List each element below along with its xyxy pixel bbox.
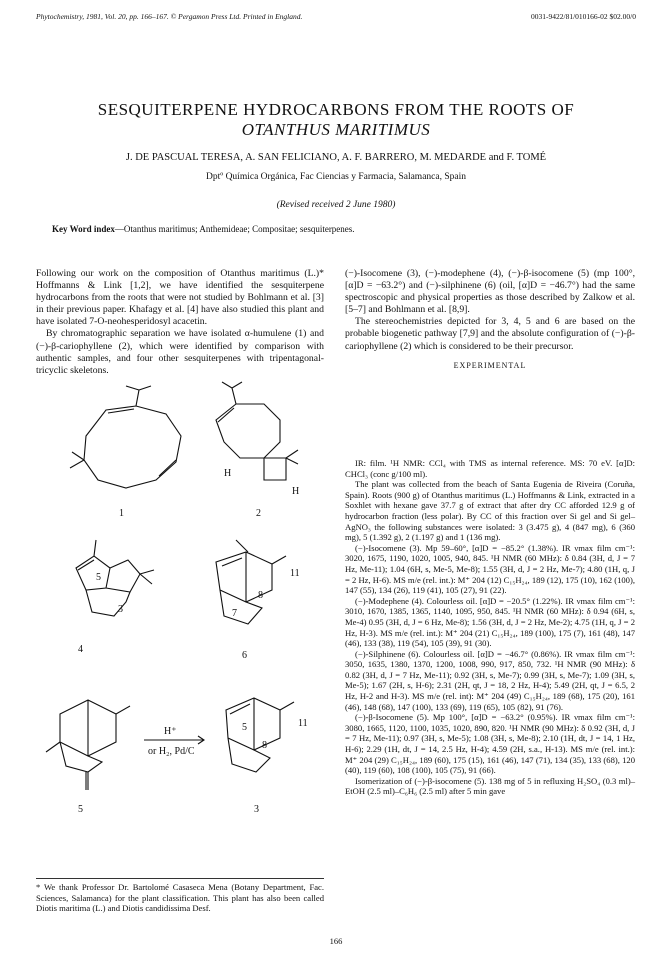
right-column-text xyxy=(345,268,635,378)
journal-citation: Phytochemistry, 1981, Vol. 20, pp. 166–167. © Pergamon Press Ltd. Printed in England. xyxy=(36,12,303,21)
compound-label-3: 3 xyxy=(254,804,259,815)
structure-3 xyxy=(226,698,294,772)
paragraph: Following our work on the composition of Otanthus maritimus (L.)* Hoffmanns & Link [1,2], we have identified the sesquiterpene hydrocarbons from the roots that were not studied by Bohlmann et al. [3] in their previous paper. Khafagy et al. [4] have also studied this plant and have isolated 7-O-neohesperidosyl acacetin. xyxy=(36,268,324,328)
exp-paragraph: (−)-Modephene (4). Colourless oil. [α]D = −20.5° (1.22%). IR νmax film cm⁻¹: 3010, 1670, 1385, 1365, 1140, 1095, 950, 845. ¹H NMR (60 MHz): δ 0.94 (6H, s, Me-4) 0.95 (3H, d, J = 6 Hz, Me-8); 1.56 (3H, d, J = 2 Hz, Me-2); 4.75 (1H, q, J = 2 Hz, H-3). MS m/e (rel. int.): M⁺ 204 (21) C₁₅H₂₄, 189 (100), 175 (7), 161 (48), 147 (46), 133 (38), 119 (54), 105 (39), 91 (30). xyxy=(345,595,635,649)
structure-5 xyxy=(46,700,130,790)
keywords xyxy=(52,224,355,234)
reaction-arrow xyxy=(144,736,204,744)
compound-label-2: 2 xyxy=(256,508,261,519)
exp-paragraph: Isomerization of (−)-β-isocomene (5). 138 mg of 5 in refluxing H₂SO₄ (0.3 ml)–EtOH (2.5 ml)–C₆H₆ (2.5 ml) after 5 min gave xyxy=(345,775,635,797)
structure-2 xyxy=(216,382,298,480)
label-8-bottom: 8 xyxy=(262,740,267,751)
compound-label-1: 1 xyxy=(119,508,124,519)
label-5-left: 5 xyxy=(96,572,101,583)
compound-label-5: 5 xyxy=(78,804,83,815)
label-5-bottom: 5 xyxy=(242,722,247,733)
structure-4 xyxy=(76,540,154,616)
left-column-text xyxy=(36,268,324,377)
article-title xyxy=(0,100,672,140)
label-3-left: 3 xyxy=(118,604,123,615)
received-date: (Revised received 2 June 1980) xyxy=(276,200,396,210)
keywords-text: —Otanthus maritimus; Anthemideae; Compositae; sesquiterpenes. xyxy=(114,224,355,234)
exp-paragraph: IR: film. ¹H NMR: CCl₄ with TMS as internal reference. MS: 70 eV. [α]D: CHCl₃ (conc g/100 ml). xyxy=(345,458,635,479)
author-list: J. DE PASCUAL TERESA, A. SAN FELICIANO, A. F. BARRERO, M. MEDARDE and F. TOMÉ xyxy=(125,152,547,163)
structure-figures xyxy=(36,380,324,880)
paragraph: By chromatographic separation we have isolated α-humulene (1) and (−)-β-cariophyllene (2), which were identified by comparison with authentic samples, and four other sesquiterpenes with tripentagonal-tricyclic skeletons. xyxy=(36,328,324,376)
structure-1 xyxy=(70,386,181,488)
experimental-section xyxy=(345,458,635,797)
title-line-2: OTANTHUS MARITIMUS xyxy=(241,120,431,139)
reagent-acid: H⁺ xyxy=(164,726,177,737)
article-code: 0031-9422/81/010166-02 $02.00/0 xyxy=(531,12,636,21)
footnote: * We thank Professor Dr. Bartolomé Casaseca Mena (Botany Department, Fac. Sciences, Salamanca) for the plant classification. This plant has also been called Diotis maritima (L.) and Diotis candidissima Desf. xyxy=(36,878,324,914)
reagent-hydrogenation: or H₂, Pd/C xyxy=(148,746,195,757)
label-11-top: 11 xyxy=(290,568,300,579)
exp-paragraph: (−)-Isocomene (3). Mp 59–60°, [α]D = −85.2° (1.38%). IR νmax film cm⁻¹: 3020, 1675, 1190, 1020, 1005, 940, 845. ¹H NMR (60 MHz): δ 0.84 (3H, d, J = 7 Hz, Me-11); 1.04 (6H, s, Me-5, Me-8); 1.55 (3H, d, J = 2 Hz, Me-7); 4.80 (1H, q, J = 2 Hz, H-6). MS m/e (rel. int.): M⁺ 204 (12) C₁₅H₂₄, 189 (12), 175 (10), 162 (100), 147 (55), 134 (26), 119 (41), 105 (27), 91 (22). xyxy=(345,542,635,596)
compound-label-6: 6 xyxy=(242,650,247,661)
title-line-1: SESQUITERPENE HYDROCARBONS FROM THE ROOTS OF xyxy=(97,100,575,119)
exp-paragraph: (−)-Silphinene (6). Colourless oil. [α]D = −46.7° (0.86%). IR νmax film cm⁻¹: 3050, 1635, 1380, 1370, 1200, 1008, 990, 917, 850, 732. ¹H NMR (90 MHz): δ 0.82 (3H, d, J = 7 Hz, Me-11); 0.92 (3H, s, Me-7); 0.99 (3H, s, Me-7); 1.09 (3H, s, Me-5); 1.67 (2H, s, H-6); 2.31 (2H, qt, J = 18, 2 Hz, H-4); 5.49 (2H, qt, J = 6.5, 2 Hz, H-2 and H-3). MS m/e (rel. int): M⁺ 204 (49) C₁₅H₂₄, 189 (68), 175 (20), 161 (46), 148 (68), 147 (100), 133 (69), 119 (65), 105 (82), 91 (76). xyxy=(345,648,635,712)
label-8-top: 8 xyxy=(258,590,263,601)
h-label-a: H xyxy=(224,468,232,479)
keywords-label: Key Word index xyxy=(52,224,115,234)
chemical-structures xyxy=(36,380,324,880)
paragraph: (−)-Isocomene (3), (−)-modephene (4), (−)-β-isocomene (5) (mp 100°, [α]D = −63.2°) and (−)-silphinene (6) (oil, [α]D = −46.7°) had the same spectroscopic and physical properties as those described by Zalkow et al. [5–7] and Bohlmann et al. [8,9]. xyxy=(345,268,635,316)
exp-paragraph: (−)-β-Isocomene (5). Mp 100°, [α]D = −63.2° (0.95%). IR νmax film cm⁻¹: 3080, 1665, 1120, 1100, 1035, 1020, 890, 820. ¹H NMR (90 MHz): δ 0.92 (3H, d, J = 7 Hz, Me-11); 0.97 (3H, s, Me-5); 1.08 (3H, s, Me-8); 2.10 (1H, dt, J = 14, 1 Hz, H-6); 2.29 (1H, dt, J = 14, 2.5 Hz, H-4); 4.59 (2H, s.a., H-13). MS m/e (rel. int.): M⁺ 204 (29) C₁₅H₂₄, 189 (60), 175 (15), 161 (46), 147 (71), 134 (35), 133 (68), 120 (40), 119 (60), 108 (100), 105 (75), 91 (66). xyxy=(345,712,635,776)
label-11-bottom: 11 xyxy=(298,718,308,729)
paragraph: The stereochemistries depicted for 3, 4, 5 and 6 are based on the probable biogenetic pathway [7,9] and the absolute configuration of (−)-β-cariophyllene (2) which is considered to be their precursor. xyxy=(345,316,635,352)
exp-paragraph: The plant was collected from the beach of Santa Eugenia de Riveira (Coruña, Spain). Roots (900 g) of Otanthus maritimus (L.) Hoffmanns & Link, extracted in a Soxhlet with hexane gave 37.7 g of extract that after dry CC afforded 12.9 g of hydrocarbon fraction (less polar). By CC of this fraction over Si gel and Si gel–AgNO₃ the following substances were isolated: 3 (3.475 g), 4 (847 mg), 6 (360 mg), 5 (1.392 g), 2 (1.197 g) and 1 (136 mg). xyxy=(345,479,635,543)
label-7-top: 7 xyxy=(232,608,237,619)
experimental-heading: EXPERIMENTAL xyxy=(453,360,527,370)
page-number: 166 xyxy=(329,936,343,946)
h-label-b: H xyxy=(292,486,300,497)
affiliation: Dptº Química Orgánica, Fac Ciencias y Farmacia, Salamanca, Spain xyxy=(206,172,466,182)
structure-6 xyxy=(216,540,286,624)
compound-label-4: 4 xyxy=(78,644,83,655)
